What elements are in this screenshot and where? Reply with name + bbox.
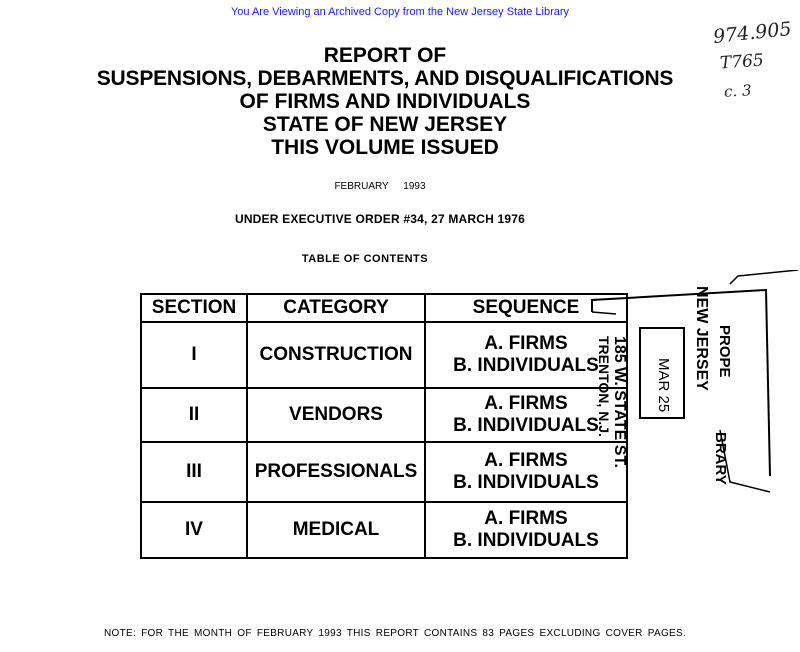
stamp-city: TRENTON, N.J. — [596, 336, 612, 437]
stamp-library: BRARY — [712, 432, 729, 485]
stamp-date: MAR 25 — [655, 358, 672, 413]
sequence-firms: A. FIRMS — [484, 393, 568, 414]
sequence-individuals: B. INDIVIDUALS — [453, 355, 599, 376]
header-category: CATEGORY — [247, 294, 425, 322]
category-cell: MEDICAL — [247, 502, 425, 558]
sequence-individuals: B. INDIVIDUALS — [453, 415, 599, 436]
title-line-4: STATE OF NEW JERSEY — [262, 113, 508, 136]
archive-banner: You Are Viewing an Archived Copy from the New Jersey State Library — [230, 6, 570, 18]
sequence-firms: A. FIRMS — [484, 450, 568, 471]
title-line-3: OF FIRMS AND INDIVIDUALS — [239, 90, 531, 113]
header-section: SECTION — [141, 294, 247, 322]
table-row — [141, 442, 627, 502]
report-title — [0, 44, 770, 159]
table-row — [141, 502, 627, 558]
section-cell: II — [141, 388, 247, 442]
table-row — [141, 388, 627, 442]
stamp-address: 185 W. STATE ST. — [611, 336, 628, 468]
stamp-state: NEW JERSEY — [693, 286, 710, 391]
section-cell: III — [141, 442, 247, 502]
category-cell: PROFESSIONALS — [247, 442, 425, 502]
header-sequence: SEQUENCE — [425, 294, 627, 322]
sequence-firms: A. FIRMS — [484, 333, 568, 354]
category-cell: CONSTRUCTION — [247, 322, 425, 388]
sequence-individuals: B. INDIVIDUALS — [453, 472, 599, 493]
contents-table — [140, 293, 628, 559]
issue-date: FEBRUARY 1993 — [334, 181, 426, 192]
page-count-note: NOTE: FOR THE MONTH OF FEBRUARY 1993 THIS REPORT CONTAINS 83 PAGES EXCLUDING COVER PAGES. — [104, 628, 687, 639]
sequence-individuals: B. INDIVIDUALS — [453, 530, 599, 551]
sequence-cell — [425, 502, 627, 558]
call-number-line-3: c. 3 — [723, 81, 752, 101]
title-line-2: SUSPENSIONS, DEBARMENTS, AND DISQUALIFICATIONS — [96, 67, 674, 90]
stamp-property: PROPE — [716, 325, 733, 378]
title-line-5: THIS VOLUME ISSUED — [271, 136, 499, 159]
section-cell: I — [141, 322, 247, 388]
section-cell: IV — [141, 502, 247, 558]
sequence-firms: A. FIRMS — [484, 508, 568, 529]
table-header-row — [141, 294, 627, 322]
title-line-1: REPORT OF — [323, 44, 447, 67]
category-cell: VENDORS — [247, 388, 425, 442]
table-row — [141, 322, 627, 388]
call-number-line-1: 974.905 — [712, 17, 793, 49]
call-number-line-2: T765 — [719, 50, 765, 74]
executive-order: UNDER EXECUTIVE ORDER #34, 27 MARCH 1976 — [234, 212, 526, 226]
table-of-contents-label: TABLE OF CONTENTS — [301, 253, 429, 265]
